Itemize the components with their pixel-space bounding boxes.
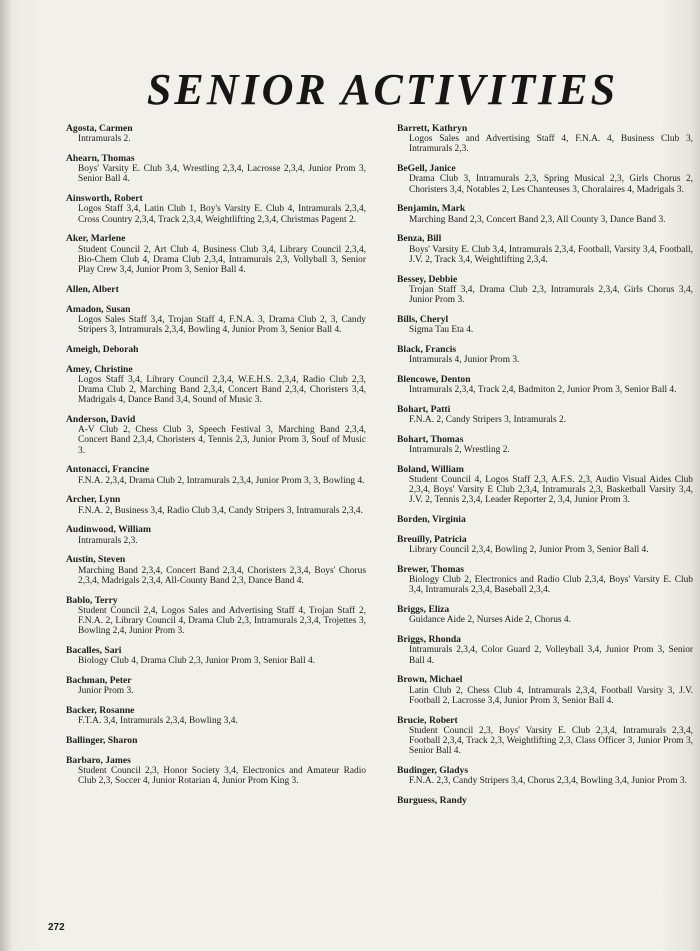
senior-activities: Intramurals 2,3.: [78, 535, 138, 546]
senior-activities: Guidance Aide 2, Nurses Aide 2, Chorus 4.: [409, 615, 571, 626]
book-spine-shadow: [0, 0, 10, 951]
senior-activities: Student Council 2, Art Club 4, Business Club 3,4, Library Council 2,3,4, Bio-Chem Club 4, Drama Club 2,3,4, Intramurals 2,3, Vollyball 3, Senior Play Crew 3,4, Junior Prom 3, Senior Ball 4.: [78, 244, 366, 276]
senior-name: Allen, Albert: [66, 283, 119, 295]
senior-entry: [397, 766, 693, 786]
senior-name: Antonacci, Francine: [66, 464, 150, 476]
senior-entry: [397, 565, 693, 596]
senior-activities: Student Council 2,4, Logos Sales and Advertising Staff 4, Trojan Staff 2, F.N.A. 2, Library Council 4, Drama Club 2,3, Intramurals 2,3,4, Trojettes 3, Bowling 2,4, Junior Prom 3.: [78, 605, 366, 637]
senior-name: Borden, Virginia: [397, 514, 466, 526]
senior-entry: [66, 756, 366, 787]
senior-entry: [66, 194, 366, 225]
senior-entry: [397, 635, 693, 666]
senior-entry: [397, 315, 693, 335]
senior-entry: [66, 365, 366, 406]
senior-activities: F.T.A. 3,4, Intramurals 2,3,4, Bowling 3,4.: [78, 716, 238, 727]
senior-name: Briggs, Rhonda: [397, 634, 461, 646]
senior-name: Bohart, Patti: [397, 403, 451, 415]
senior-entry: [397, 605, 693, 625]
senior-name: Archer, Lynn: [66, 494, 121, 506]
senior-name: Austin, Steven: [66, 554, 126, 566]
senior-entry: [397, 435, 693, 455]
senior-name: Brucie, Robert: [397, 714, 458, 726]
page-number: 272: [48, 922, 65, 933]
senior-entry: [66, 415, 366, 456]
senior-name: Bablo, Terry: [66, 594, 118, 606]
senior-entry: [397, 465, 693, 506]
senior-activities: F.N.A. 2,3,4, Drama Club 2, Intramurals 2,3,4, Junior Prom 3, 3, Bowling 4.: [78, 475, 365, 486]
senior-name: Agosta, Carmen: [66, 123, 133, 134]
senior-entry: [397, 675, 693, 706]
senior-activities: Intramurals 4, Junior Prom 3.: [409, 355, 520, 366]
senior-entry: [66, 525, 366, 545]
senior-entry: [66, 124, 366, 144]
senior-activities: Intramurals 2,3,4, Color Guard 2, Volleyball 3,4, Junior Prom 3, Senior Ball 4.: [409, 645, 693, 666]
senior-name: Burguess, Randy: [397, 795, 467, 807]
senior-activities: Boys' Varsity E. Club 3,4, Wrestling 2,3,4, Lacrosse 2,3,4, Junior Prom 3, Senior Ball 4.: [78, 164, 366, 185]
senior-activities: F.N.A. 2, Candy Stripers 3, Intramurals 2.: [409, 415, 567, 426]
senior-entry: [397, 124, 693, 155]
senior-entry: [66, 495, 366, 515]
senior-entry: [397, 796, 693, 806]
senior-name: Ahearn, Thomas: [66, 153, 135, 164]
senior-name: Aker, Marlene: [66, 233, 126, 245]
senior-activities: Student Council 2,3, Honor Society 3,4, Electronics and Amateur Radio Club 2,3, Soccer 4, Junior Rotarian 4, Junior Prom King 3.: [78, 766, 366, 787]
left-column: [66, 124, 366, 796]
senior-name: Brown, Michael: [397, 674, 463, 686]
senior-name: Amadon, Susan: [66, 303, 131, 315]
senior-entry: [66, 646, 366, 666]
senior-name: Benjamin, Mark: [397, 203, 466, 215]
senior-name: Ballinger, Sharon: [66, 735, 138, 747]
senior-name: Backer, Rosanne: [66, 705, 135, 717]
senior-activities: A-V Club 2, Chess Club 3, Speech Festival 3, Marching Band 2,3,4, Concert Band 2,3,4, Choristers 4, Tennis 2,3, Junior Prom 3, Souf of Music 3.: [78, 425, 366, 456]
senior-name: Barrett, Kathryn: [397, 123, 468, 134]
senior-activities: Marching Band 2,3,4, Concert Band 2,3,4, Choristers 2,3,4, Boys' Chorus 2,3,4, Madrigals 2,3,4, All-County Band 2,3, Dance Band 4.: [78, 565, 366, 586]
senior-entry: [66, 596, 366, 637]
senior-name: Blencowe, Denton: [397, 373, 471, 385]
senior-name: Anderson, David: [66, 414, 136, 426]
senior-entry: [66, 706, 366, 726]
senior-activities: Logos Staff 3,4, Library Council 2,3,4, W.E.H.S. 2,3,4, Radio Club 2,3, Drama Club 2, Marching Band 2,3,4, Concert Band 2,3,4, Choristers 3,4, Madrigals 4, Dance Band 3,4, Sound of Music 3.: [78, 374, 366, 406]
senior-name: Ameigh, Deborah: [66, 343, 139, 355]
senior-activities: Biology Club 2, Electronics and Radio Club 2,3,4, Boys' Varsity E. Club 3,4, Intramurals 2,3,4, Baseball 2,3,4.: [409, 575, 693, 596]
page-title: SENIOR ACTIVITIES: [146, 65, 619, 114]
senior-activities: Intramurals 2, Wrestling 2.: [409, 445, 510, 456]
senior-name: Bachman, Peter: [66, 675, 132, 687]
senior-activities: Student Council 4, Logos Staff 2,3, A.F.S. 2,3, Audio Visual Aides Club 2,3,4, Boys' Varsity E Club 2,3,4, Intramurals 2,3, Basketball Varsity 3,4, J.V. 2, Tennis 2,3,4, Leader Reporter 2, 3,4, Junior Prom 3.: [409, 475, 693, 506]
senior-name: Boland, William: [397, 463, 464, 475]
senior-name: BeGell, Janice: [397, 163, 456, 175]
senior-activities: Logos Sales Staff 3,4, Trojan Staff 4, F.N.A. 3, Drama Club 2, 3, Candy Stripers 3, Intramurals 2,3,4, Bowling 4, Junior Prom 3, Senior Ball 4.: [78, 314, 366, 336]
senior-name: Audinwood, William: [66, 524, 151, 536]
senior-name: Bohart, Thomas: [397, 433, 464, 445]
senior-activities: F.N.A. 2,3, Candy Stripers 3,4, Chorus 2,3,4, Bowling 3,4, Junior Prom 3.: [409, 776, 687, 787]
senior-entry: [66, 345, 366, 355]
senior-activities: Logos Sales and Advertising Staff 4, F.N.A. 4, Business Club 3, Intramurals 2,3.: [409, 134, 693, 155]
senior-entry: [397, 375, 693, 395]
senior-entry: [66, 285, 366, 295]
senior-name: Budinger, Gladys: [397, 765, 469, 777]
senior-activities: Boys' Varsity E. Club 3,4, Intramurals 2,3,4, Football, Varsity 3,4, Football, J.V. 2, Track 3,4, Weightlifting 2,3,4.: [409, 244, 693, 265]
senior-activities: Biology Club 4, Drama Club 2,3, Junior Prom 3, Senior Ball 4.: [78, 656, 315, 667]
senior-activities: Drama Club 3, Intramurals 2,3, Spring Musical 2,3, Girls Chorus 2, Choristers 3,4, Notables 2, Les Chanteuses 3, Choralaires 4, Madrigals 3.: [409, 174, 693, 195]
senior-entry: [66, 305, 366, 336]
senior-activities: Trojan Staff 3,4, Drama Club 2,3, Intramurals 2,3,4, Girls Chorus 3,4, Junior Prom 3.: [409, 284, 693, 306]
senior-entry: [66, 154, 366, 185]
senior-name: Breuilly, Patricia: [397, 534, 467, 546]
senior-name: Amey, Christine: [66, 363, 133, 375]
senior-activities: Marching Band 2,3, Concert Band 2,3, All County 3, Dance Band 3.: [409, 214, 666, 225]
senior-name: Bacalles, Sari: [66, 645, 122, 657]
senior-entry: [66, 555, 366, 586]
senior-activities: Library Council 2,3,4, Bowling 2, Junior Prom 3, Senior Ball 4.: [409, 545, 649, 556]
senior-name: Brewer, Thomas: [397, 564, 464, 576]
senior-name: Bessey, Debbie: [397, 273, 458, 285]
senior-activities: Student Council 2,3, Boys' Varsity E. Club 2,3,4, Intramurals 2,3,4, Football 2,3,4, Track 2,3, Weightlifting 2,3, Class Officer 3, Junior Prom 3, Senior Ball 4.: [409, 725, 693, 757]
senior-entry: [397, 716, 693, 757]
senior-name: Ainsworth, Robert: [66, 193, 143, 205]
senior-activities: Sigma Tau Eta 4.: [409, 325, 474, 336]
senior-name: Barbaro, James: [66, 754, 131, 766]
senior-entry: [397, 345, 693, 365]
senior-entry: [66, 676, 366, 696]
senior-activities: Latin Club 2, Chess Club 4, Intramurals 2,3,4, Football Varsity 3, J.V. Football 2, Lacrosse 3,4, Junior Prom 3, Senior Ball 4.: [409, 685, 693, 706]
senior-activities: F.N.A. 2, Business 3,4, Radio Club 3,4, Candy Stripers 3, Intramurals 2,3,4.: [78, 505, 363, 516]
senior-entry: [397, 535, 693, 555]
senior-activities: Intramurals 2.: [78, 134, 131, 145]
senior-entry: [397, 515, 693, 525]
senior-activities: Intramurals 2,3,4, Track 2,4, Badmiton 2, Junior Prom 3, Senior Ball 4.: [409, 385, 677, 396]
senior-name: Black, Francis: [397, 343, 457, 355]
senior-entry: [66, 736, 366, 746]
senior-name: Briggs, Eliza: [397, 604, 450, 616]
senior-name: Benza, Bill: [397, 233, 442, 245]
senior-activities: Logos Staff 3,4, Latin Club 1, Boy's Varsity E. Club 4, Intramurals 2,3,4, Cross Country 2,3,4, Track 2,3,4, Weightlifting 2,3,4, Christmas Pagent 2.: [78, 204, 366, 225]
senior-activities: Junior Prom 3.: [78, 686, 134, 697]
senior-entry: [66, 234, 366, 275]
senior-entry: [397, 234, 693, 265]
senior-entry: [397, 204, 693, 224]
senior-entry: [397, 275, 693, 306]
senior-name: Bills, Cheryl: [397, 313, 449, 325]
senior-entry: [66, 465, 366, 485]
right-column: [397, 124, 693, 816]
senior-entry: [397, 164, 693, 195]
senior-entry: [397, 405, 693, 425]
